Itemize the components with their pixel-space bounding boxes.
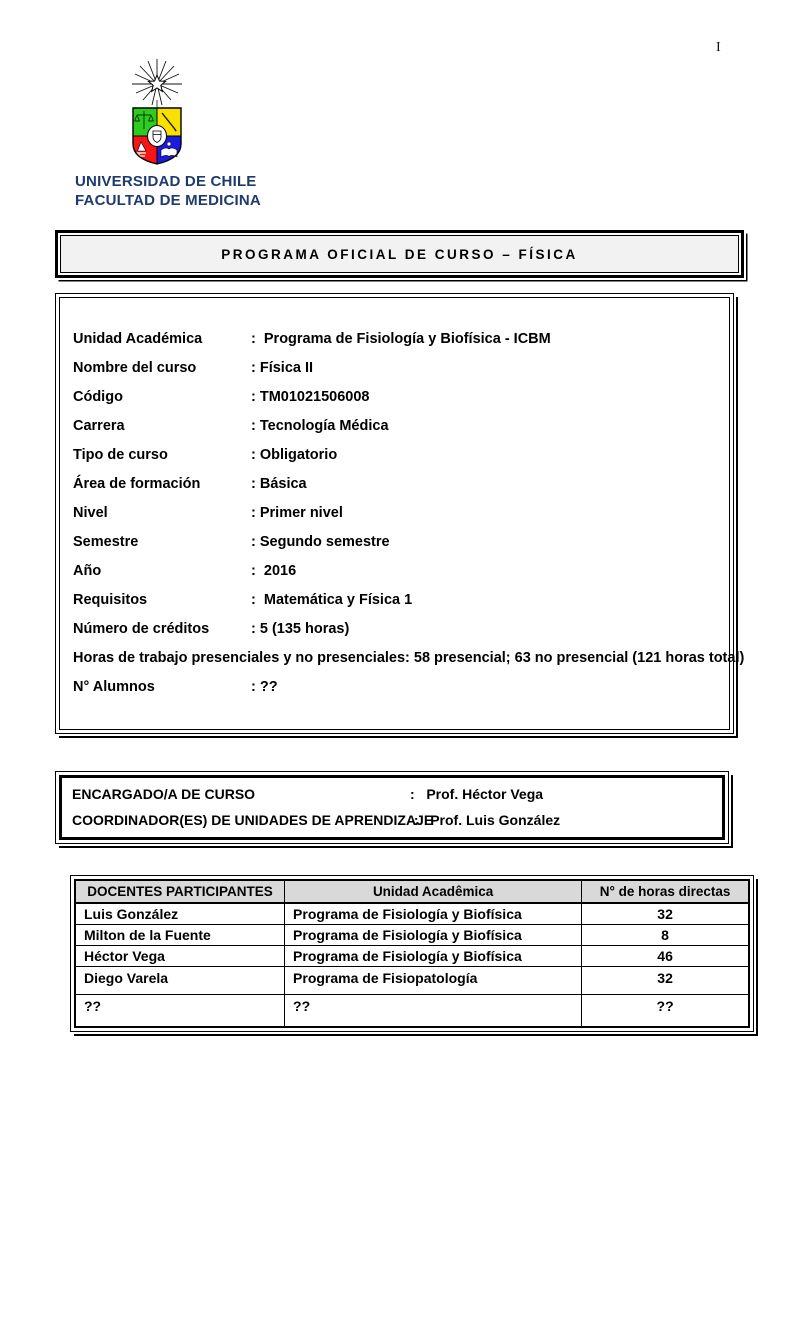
cell-unidad: Programa de Fisiología y Biofísica — [285, 924, 582, 945]
course-info-value: : Primer nivel — [251, 504, 343, 521]
course-info-label: Código — [73, 388, 123, 405]
course-info-row — [73, 614, 716, 643]
cell-horas: ?? — [582, 994, 749, 1027]
shield-icon — [133, 108, 181, 164]
table-row — [75, 966, 749, 994]
radiant-star-icon — [132, 59, 182, 108]
course-info-box — [55, 293, 745, 734]
docentes-table — [74, 879, 750, 1028]
staff-value: : Prof. Héctor Vega — [410, 786, 544, 802]
cell-docente: ?? — [75, 994, 285, 1027]
header-docentes: DOCENTES PARTICIPANTES — [75, 880, 285, 903]
course-info-label: N° Alumnos — [73, 678, 155, 695]
course-info-value: : Matemática y Física 1 — [251, 591, 413, 608]
course-info-label: Área de formación — [73, 475, 201, 492]
table-row — [75, 994, 749, 1027]
cell-docente: Luis González — [75, 903, 285, 924]
staff-label: COORDINADOR(ES) DE UNIDADES DE APRENDIZAJE — [72, 812, 434, 828]
course-info-label: Unidad Académica — [73, 330, 203, 347]
table-row — [75, 924, 749, 945]
course-info-label: Año — [73, 562, 102, 579]
header-horas: N° de horas directas — [582, 880, 749, 903]
course-info-label: Nombre del curso — [73, 359, 197, 376]
cell-unidad: Programa de Fisiología y Biofísica — [285, 903, 582, 924]
course-info-row-hours — [73, 643, 745, 672]
university-crest-icon — [98, 58, 216, 170]
course-info-row — [73, 324, 716, 353]
cell-unidad: Programa de Fisiología y Biofísica — [285, 945, 582, 966]
course-info-value: : Física II — [251, 359, 314, 376]
staff-row-coordinador — [72, 807, 712, 833]
course-info-value: : 2016 — [251, 562, 297, 579]
cell-docente: Héctor Vega — [75, 945, 285, 966]
course-info-value: : ?? — [251, 678, 278, 695]
course-info-value: : Obligatorio — [251, 446, 338, 463]
course-info-row — [73, 527, 716, 556]
course-info-row — [73, 556, 716, 585]
course-info-label: Requisitos — [73, 591, 148, 608]
cell-horas: 8 — [582, 924, 749, 945]
course-info-value: : 5 (135 horas) — [251, 620, 350, 637]
course-info-row — [73, 672, 716, 701]
header-unidad: Unidad Acadêmica — [285, 880, 582, 903]
cell-unidad: Programa de Fisiopatología — [285, 966, 582, 994]
course-info-row — [73, 353, 716, 382]
faculty-name: FACULTAD DE MEDICINA — [75, 192, 261, 209]
table-row — [75, 903, 749, 924]
course-info-label: Semestre — [73, 533, 139, 550]
course-info-row — [73, 411, 716, 440]
course-info-row — [73, 498, 716, 527]
docentes-table-frame — [70, 875, 754, 1032]
staff-label: ENCARGADO/A DE CURSO — [72, 786, 256, 802]
staff-row-encargado — [72, 781, 712, 807]
course-info-row — [73, 585, 716, 614]
cell-horas: 32 — [582, 966, 749, 994]
cell-docente: Milton de la Fuente — [75, 924, 285, 945]
university-name: UNIVERSIDAD DE CHILE — [75, 173, 257, 190]
staff-box — [55, 771, 729, 844]
course-info-value: : Tecnología Médica — [251, 417, 389, 434]
title-banner — [55, 230, 744, 278]
course-info-value: : Segundo semestre — [251, 533, 390, 550]
cell-horas: 32 — [582, 903, 749, 924]
course-info-value: : TM01021506008 — [251, 388, 370, 405]
university-name-block — [75, 172, 261, 210]
course-info-label: Número de créditos — [73, 620, 210, 637]
course-info-hours-text: Horas de trabajo presenciales y no presenciales: 58 presencial; 63 no presencial (121 horas total) — [73, 649, 745, 666]
cell-horas: 46 — [582, 945, 749, 966]
course-info-label: Nivel — [73, 504, 108, 521]
table-header-row — [75, 880, 749, 903]
course-info-value: : Básica — [251, 475, 307, 492]
document-title: PROGRAMA OFICIAL DE CURSO – FÍSICA — [221, 246, 578, 262]
course-info-row — [73, 469, 716, 498]
course-info-row — [73, 382, 716, 411]
page-number: I — [716, 40, 721, 55]
course-info-value: : Programa de Fisiología y Biofísica - ICBM — [251, 330, 551, 347]
staff-value: : Prof. Luis González — [410, 812, 561, 828]
course-info-label: Tipo de curso — [73, 446, 168, 463]
cell-unidad: ?? — [285, 994, 582, 1027]
course-info-row — [73, 440, 716, 469]
course-info-label: Carrera — [73, 417, 125, 434]
table-row — [75, 945, 749, 966]
cell-docente: Diego Varela — [75, 966, 285, 994]
